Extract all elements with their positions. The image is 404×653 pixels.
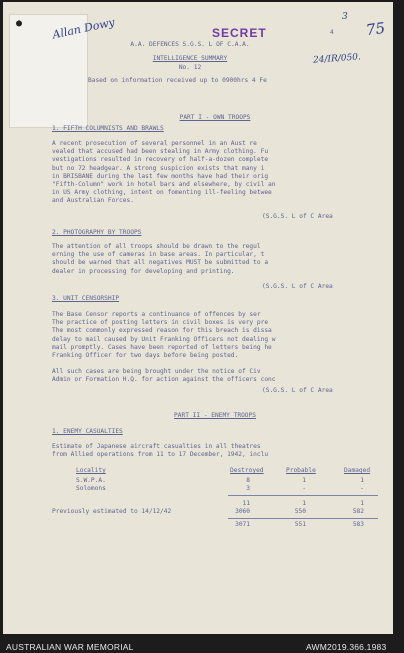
text-line: vestigations resulted in recovery of half-a-dozen complete: [52, 156, 269, 164]
section-source: (S.G.S. L of C Area: [262, 213, 333, 220]
text-line: delay to mail caused by Unit Franking Officers not dealing w: [52, 335, 276, 343]
text-line: Admin or Formation H.Q. for action against the officers conc: [52, 376, 276, 384]
table-cell: 11: [242, 500, 250, 507]
table-cell: 582: [352, 508, 364, 515]
handwritten-signature: Allan Dowy: [51, 15, 116, 42]
table-sum-rule: [228, 518, 378, 519]
table-cell: 583: [352, 521, 364, 528]
text-line: All such cases are being brought under the notice of Civ: [52, 368, 261, 375]
section-body-censorship: [52, 311, 382, 360]
text-line: The most commonly expressed reason for this breach is dissa: [52, 327, 272, 335]
table-cell: Solomons: [76, 485, 106, 492]
table-cell: 8: [246, 477, 250, 484]
text-line: Estimate of Japanese aircraft casualties in all theatres: [52, 443, 261, 450]
text-line: and Australian Forces.: [52, 197, 134, 205]
text-line: should be warned that all negatives MUST be submitted to a: [52, 259, 269, 267]
table-cell: -: [360, 485, 364, 492]
text-line: A recent prosecution of several personnel in an Aust re: [52, 140, 257, 147]
section-body-censorship-continued: [52, 368, 382, 384]
hq-line: A.A. DEFENCES S.G.S. L OF C.A.A.: [130, 41, 250, 48]
section-heading-photography: 2. PHOTOGRAPHY BY TROOPS: [52, 229, 142, 236]
table-header-cell: Destroyed: [230, 467, 264, 474]
text-line: mail promptly. Cases have been reported of letters being he: [52, 343, 272, 351]
table-cell: S.W.P.A.: [76, 477, 106, 484]
handwritten-page-number: 75: [364, 18, 387, 40]
section-heading-fifth-column: 1. FIFTH COLUMNISTS AND BRAWLS: [52, 125, 164, 132]
part2-heading: PART II - ENEMY TROOPS: [174, 412, 256, 419]
handwritten-reference: 24/IR/050.: [312, 52, 362, 66]
section-body-fifth-column: [52, 140, 382, 206]
footer-institution: AUSTRALIAN WAR MEMORIAL: [6, 642, 134, 652]
table-cell: 550: [294, 508, 306, 515]
section-body-photography: [52, 243, 382, 276]
casualty-table: [52, 464, 384, 534]
table-header-cell: Locality: [76, 467, 106, 474]
table-cell: 1: [360, 500, 364, 507]
based-on-line: Based on information received up to 0900hrs 4 Fe: [88, 77, 267, 84]
summary-number: No. 12: [178, 64, 202, 71]
table-header-cell: Probable: [286, 467, 316, 474]
table-cell: -: [302, 485, 306, 492]
table-cell: 1: [360, 477, 364, 484]
footer-accession-id: AWM2019.366.1983: [306, 642, 387, 652]
table-cell: Previously estimated to 14/12/42: [52, 508, 172, 515]
text-line: "Fifth-Column" work in hotel bars and elsewhere, by civil an: [52, 181, 276, 189]
text-line: erning the use of cameras in base areas. In particular, t: [52, 251, 265, 259]
table-cell: 3: [246, 485, 250, 492]
table-cell: 551: [294, 521, 306, 528]
section-heading-enemy-casualties: 1. ENEMY CASUALTIES: [52, 428, 123, 435]
text-line: Franking Officer for two days before being posted.: [52, 352, 239, 360]
table-header-cell: Damaged: [344, 467, 371, 474]
section-heading-censorship: 3. UNIT CENSORSHIP: [52, 295, 120, 302]
table-cell: 1: [302, 477, 306, 484]
secret-stamp: SECRET: [212, 26, 267, 40]
text-line: The Base Censor reports a continuance of offences by ser: [52, 311, 261, 318]
section-source: (S.G.S. L of C Area: [262, 283, 333, 290]
text-line: but no 72 headgear. A strong suspicion exists that many i: [52, 164, 265, 172]
text-line: The practice of posting letters in civil boxes is very pre: [52, 319, 269, 327]
table-cell: 1: [302, 500, 306, 507]
table-cell: 3060: [235, 508, 250, 515]
text-line: in US Army clothing, intent on fomenting ill-feeling betwee: [52, 189, 272, 197]
section-body-enemy-casualties: [52, 443, 382, 459]
part1-heading: PART I - OWN TROOPS: [179, 114, 251, 121]
section-source: (S.G.S. L of C Area: [262, 387, 333, 394]
text-line: from Allied operations from 11 to 17 December, 1942, inclu: [52, 451, 269, 459]
pin-icon: ●: [16, 18, 23, 29]
text-line: in BRISBANE during the last few months have had their orig: [52, 172, 269, 180]
text-line: The attention of all troops should be drawn to the regul: [52, 243, 261, 250]
text-line: dealer in processing for developing and printing.: [52, 267, 235, 275]
handwritten-top-number: 3: [342, 12, 348, 22]
table-cell: 3071: [235, 521, 250, 528]
table-sum-rule: [228, 495, 378, 496]
page-marker: 4: [330, 29, 334, 36]
text-line: vealed that accused had been stealing in Army clothing. Fu: [52, 148, 269, 156]
summary-title: INTELLIGENCE SUMMARY: [152, 55, 228, 62]
